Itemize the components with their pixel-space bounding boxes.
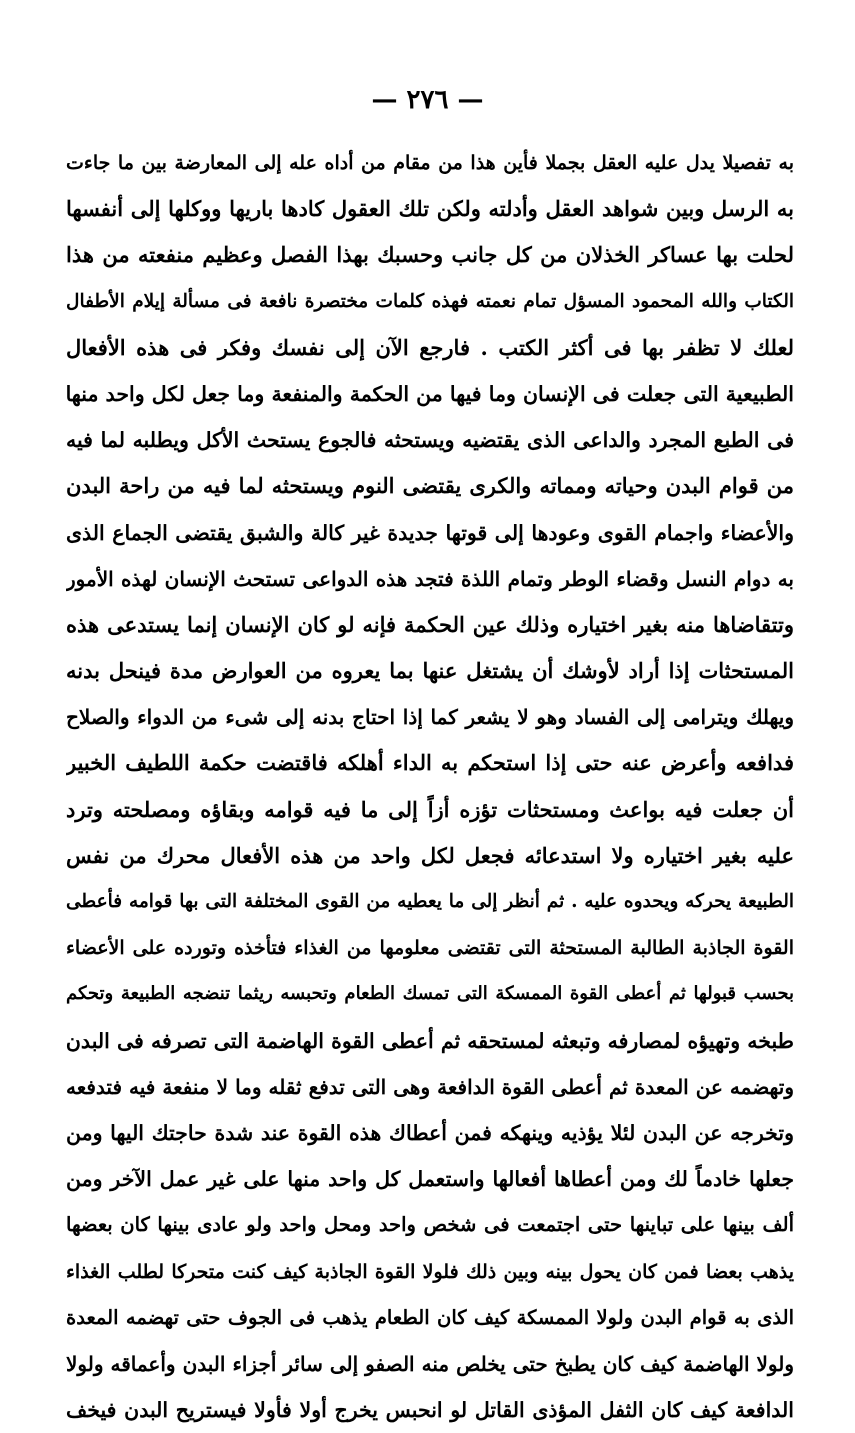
text-line: وتتقاضاها منه بغير اختياره وذلك عين الحكمة فإنه لو كان الإنسان إنما يستدعى هذه: [66, 611, 794, 637]
body-text: [66, 140, 794, 1433]
text-line: يذهب بعضا فمن كان يحول بينه وبين ذلك فلولا القوة الجاذبة كيف كنت متحركا لطلب الغذاء: [66, 1260, 794, 1283]
text-line: المستحثات إذا أراد لأوشك أن يشتغل عنها بما يعروه من العوارض مدة فينحل بدنه: [66, 658, 794, 684]
text-line: الكتاب والله المحمود المسؤل تمام نعمته فهذه كلمات مختصرة نافعة فى مسألة إيلام الأطفال: [66, 290, 794, 312]
text-line: به دوام النسل وقضاء الوطر وتمام اللذة فتجد هذه الدواعى تستحث الإنسان لهذه الأمور: [66, 566, 794, 591]
text-line: فدافعه وأعرض عنه حتى إذا استحكم به الداء أهلكه فاقتضت حكمة اللطيف الخبير: [66, 750, 794, 776]
text-line: الدافعة كيف كان الثفل المؤذى القاتل لو انحبس يخرج أولا فأولا فيستريح البدن فيخف: [66, 1398, 794, 1423]
text-line: أن جعلت فيه بواعث ومستحثات تؤزه أزاً إلى ما فيه قوامه وبقاؤه ومصلحته وترد: [66, 796, 794, 822]
text-line: جعلها خادماً لك ومن أعطاها أفعالها واستعمل كل واحد منها على غير عمل الآخر ومن: [66, 1167, 794, 1192]
text-line: والأعضاء واجمام القوى وعودها إلى قوتها جديدة غير كالة والشبق يقتضى الجماع الذى: [66, 520, 794, 545]
text-line: وتخرجه عن البدن لئلا يؤذيه وينهكه فمن أعطاك هذه القوة عند شدة حاجتك اليها ومن: [66, 1120, 794, 1145]
text-line: بحسب قبولها ثم أعطى القوة الممسكة التى تمسك الطعام وتحبسه ريثما تنضجه الطبيعة وتحكم: [66, 983, 794, 1005]
text-line: لحلت بها عساكر الخذلان من كل جانب وحسبك بهذا الفصل وعظيم منفعته من هذا: [66, 242, 794, 268]
text-line: الطبيعية التى جعلت فى الإنسان وما فيها من الحكمة والمنفعة وما جعل لكل واحد منها: [66, 381, 794, 406]
text-line: القوة الجاذبة الطالبة المستحثة التى تقتضى معلومها من الغذاء فتأخذه وتورده على الأعضاء: [66, 937, 794, 960]
text-line: طبخه وتهيؤه لمصارفه وتبعثه لمستحقه ثم أعطى القوة الهاضمة التى تصرفه فى البدن: [66, 1028, 794, 1053]
text-line: لعلك لا تظفر بها فى أكثر الكتب . فارجع الآن إلى نفسك وفكر فى هذه الأفعال: [66, 334, 794, 360]
text-line: ولولا الهاضمة كيف كان يطبخ حتى يخلص منه الصفو إلى سائر أجزاء البدن وأعماقه ولولا: [66, 1351, 794, 1376]
text-line: الذى به قوام البدن ولولا الممسكة كيف كان الطعام يذهب فى الجوف حتى تهضمه المعدة: [66, 1305, 794, 1329]
text-line: ويهلك ويترامى إلى الفساد وهو لا يشعر كما إذا احتاج بدنه إلى شىء من الدواء والصلاح: [66, 705, 794, 730]
text-line: به تفصيلا يدل عليه العقل بجملا فأين هذا من مقام من أداه عله إلى المعارضة بين ما جاءت: [66, 152, 794, 174]
text-line: به الرسل وبين شواهد العقل وأدلته ولكن تلك العقول كادها باريها ووكلها إلى أنفسها: [66, 196, 794, 222]
text-line: فى الطبع المجرد والداعى الذى يقتضيه ويستحثه فالجوع يستحث الأكل ويطلبه لما فيه: [66, 428, 794, 453]
text-line: الطبيعة يحركه ويحدوه عليه . ثم أنظر إلى ما يعطيه من القوى المختلفة التى بها قوامه فأعطى: [66, 891, 794, 912]
text-line: عليه بغير اختياره ولا استدعائه فجعل لكل واحد من هذه الأفعال محرك من نفس: [66, 842, 794, 868]
text-line: من قوام البدن وحياته ومماته والكرى يقتضى النوم ويستحثه لما فيه من راحة البدن: [66, 473, 794, 499]
text-line: وتهضمه عن المعدة ثم أعطى القوة الدافعة وهى التى تدفع ثقله وما لا منفعة فيه فتدفعه: [66, 1074, 794, 1099]
text-line: ألف بينها على تباينها حتى اجتمعت فى شخص واحد ومحل واحد ولو عادى بينها كان بعضها: [66, 1213, 794, 1237]
page-number: — ٢٧٦ —: [371, 85, 484, 115]
